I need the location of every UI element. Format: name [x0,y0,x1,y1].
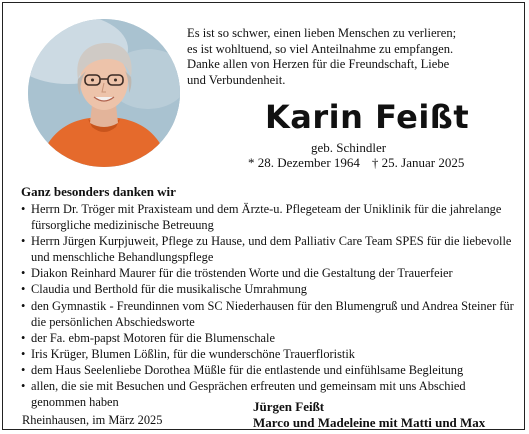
signers [253,399,485,431]
death-date: † 25. Januar 2025 [371,155,465,170]
birth-date: * 28. Dezember 1964 [248,155,360,170]
thanks-item: • Herrn Dr. Tröger mit Praxisteam und dem Ärzte-u. Pflegeteam der Uniklinik für die jahrelange fürsorgliche medizinische Betreuung [21,201,517,233]
intro-text [187,26,517,88]
intro-line: Es ist so schwer, einen lieben Menschen zu verlieren; [187,26,457,40]
intro-line: und Verbundenheit. [187,72,286,87]
thanks-item: • dem Haus Seelenliebe Dorothea Müßle für die entlastende und einfühlsame Begleitung [21,362,517,378]
deceased-name: Karin Feißt [265,98,470,136]
thanks-item: • Herrn Jürgen Kurpjuweit, Pflege zu Hause, und dem Palliativ Care Team SPES für die liebevolle und menschliche Behandlungspflege [21,233,517,265]
intro-line: Danke allen von Herzen für die Freundschaft, Liebe [187,57,450,72]
thanks-list [21,201,517,410]
thanks-item: • allen, die sie mit Besuchen und Gesprächen erfreuten und gemeinsam mit uns Abschied genommen haben [21,378,517,410]
birth-name: geb. Schindler [311,140,387,155]
thanks-heading: Ganz besonders danken wir [21,184,176,199]
thanks-item: • Iris Krüger, Blumen Lößlin, für die wunderschöne Trauerfloristik [21,346,517,362]
thanks-item: • der Fa. ebm-papst Motoren für die Blumenschale [21,330,517,346]
place-date: Rheinhausen, im März 2025 [22,413,163,427]
intro-line: es ist wohltuend, so viel Anteilnahme zu empfangen. [187,41,454,56]
thanks-item: • Claudia und Berthold für die musikalische Umrahmung [21,281,517,297]
signer-line: Marco und Madeleine mit Matti und Max [253,415,486,430]
life-dates [248,155,464,171]
thanks-item: • den Gymnastik - Freundinnen vom SC Niederhausen für den Blumengruß und Andrea Steiner für die persönlichen Abschiedsworte [21,298,517,330]
portrait-photo [28,19,180,167]
thanks-item: • Diakon Reinhard Maurer für die tröstenden Worte und die Gestaltung der Trauerfeier [21,265,517,281]
signer-line: Jürgen Feißt [253,399,325,414]
obituary-frame [2,2,525,430]
portrait-illustration [28,19,180,167]
